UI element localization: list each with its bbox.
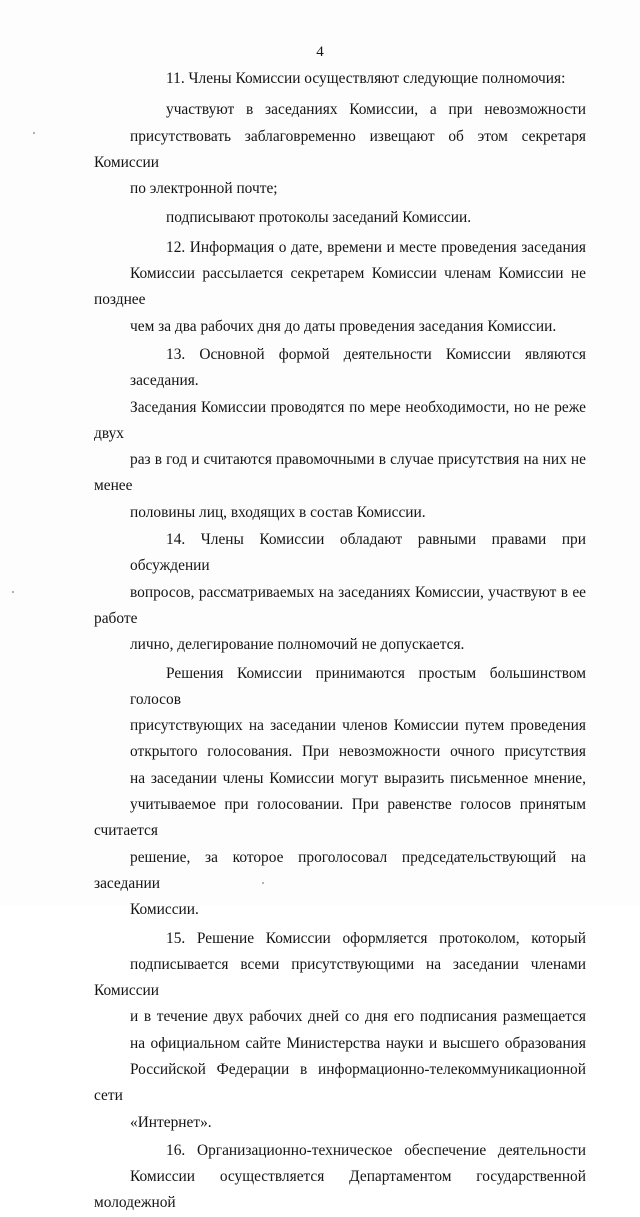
text-line: 12. Информация о дате, времени и месте проведения заседания <box>166 238 586 256</box>
text-line: присутствующих на заседании членов Комиссии путем проведения <box>130 717 586 735</box>
text-line: Российской Федерации в информационно-телекоммуникационной сети <box>94 1060 586 1105</box>
paragraph-11 <box>94 66 586 92</box>
paragraph-15 <box>94 926 586 1136</box>
text-line: «Интернет». <box>130 1113 212 1131</box>
scan-speck <box>33 132 35 134</box>
text-line: 11. Члены Комиссии осуществляют следующие полномочия: <box>166 70 566 87</box>
text-line: подписывают протоколы заседаний Комиссии. <box>166 209 472 227</box>
text-line: 15. Решение Комиссии оформляется протоколом, который <box>166 929 586 947</box>
text-line: Комиссии. <box>130 901 199 919</box>
text-line: по электронной почте; <box>130 180 278 198</box>
text-line: 13. Основной формой деятельности Комиссии являются заседания. <box>130 345 586 390</box>
text-line: 16. Организационно-техническое обеспечение деятельности <box>166 1141 586 1159</box>
text-line: Комиссии рассылается секретарем Комиссии членам Комиссии не позднее <box>94 265 586 309</box>
page-number: 4 <box>316 44 324 60</box>
text-line: открытого голосования. При невозможности очного присутствия <box>130 743 586 761</box>
paragraph-16 <box>94 1138 586 1217</box>
text-line: участвуют в заседаниях Комиссии, а при невозможности <box>166 101 586 119</box>
text-line: учитываемое при голосовании. При равенстве голосов принятым считается <box>94 796 586 840</box>
text-line: половины лиц, входящих в состав Комиссии. <box>130 503 426 521</box>
text-line: присутствовать заблаговременно извещают об этом секретаря Комиссии <box>94 127 586 171</box>
text-line: и в течение двух рабочих дней со дня его подписания размещается <box>130 1008 586 1026</box>
paragraph-12 <box>94 235 586 340</box>
paragraph-decisions <box>94 661 586 924</box>
text-line: раз в год и считаются правомочными в случае присутствия на них не менее <box>94 451 586 495</box>
scan-speck <box>12 591 14 593</box>
paragraph-14 <box>94 527 586 658</box>
paragraph-13 <box>94 342 586 526</box>
text-line: на заседании члены Комиссии могут выразить письменное мнение, <box>130 769 586 787</box>
text-line: подписывается всеми присутствующими на заседании членами Комиссии <box>94 955 586 1000</box>
document-body <box>94 66 586 1217</box>
paragraph-11-item-1 <box>94 97 586 202</box>
text-line: чем за два рабочих дня до даты проведения заседания Комиссии. <box>130 317 557 335</box>
text-line: вопросов, рассматриваемых на заседаниях Комиссии, участвуют в ее работе <box>94 583 586 627</box>
text-line: на официальном сайте Министерства науки и высшего образования <box>130 1034 586 1052</box>
text-line: Решения Комиссии принимаются простым большинством голосов <box>130 664 586 708</box>
text-line: решение, за которое проголосовал председательствующий на заседании <box>94 848 586 892</box>
paragraph-11-item-2 <box>94 205 586 231</box>
text-line: Заседания Комиссии проводятся по мере необходимости, но не реже двух <box>94 398 586 442</box>
text-line: 14. Члены Комиссии обладают равными правами при обсуждении <box>130 531 586 575</box>
scan-speck <box>262 882 264 884</box>
text-line: лично, делегирование полномочий не допускается. <box>130 636 465 654</box>
text-line: Комиссии осуществляется Департаментом государственной молодежной <box>94 1168 586 1212</box>
